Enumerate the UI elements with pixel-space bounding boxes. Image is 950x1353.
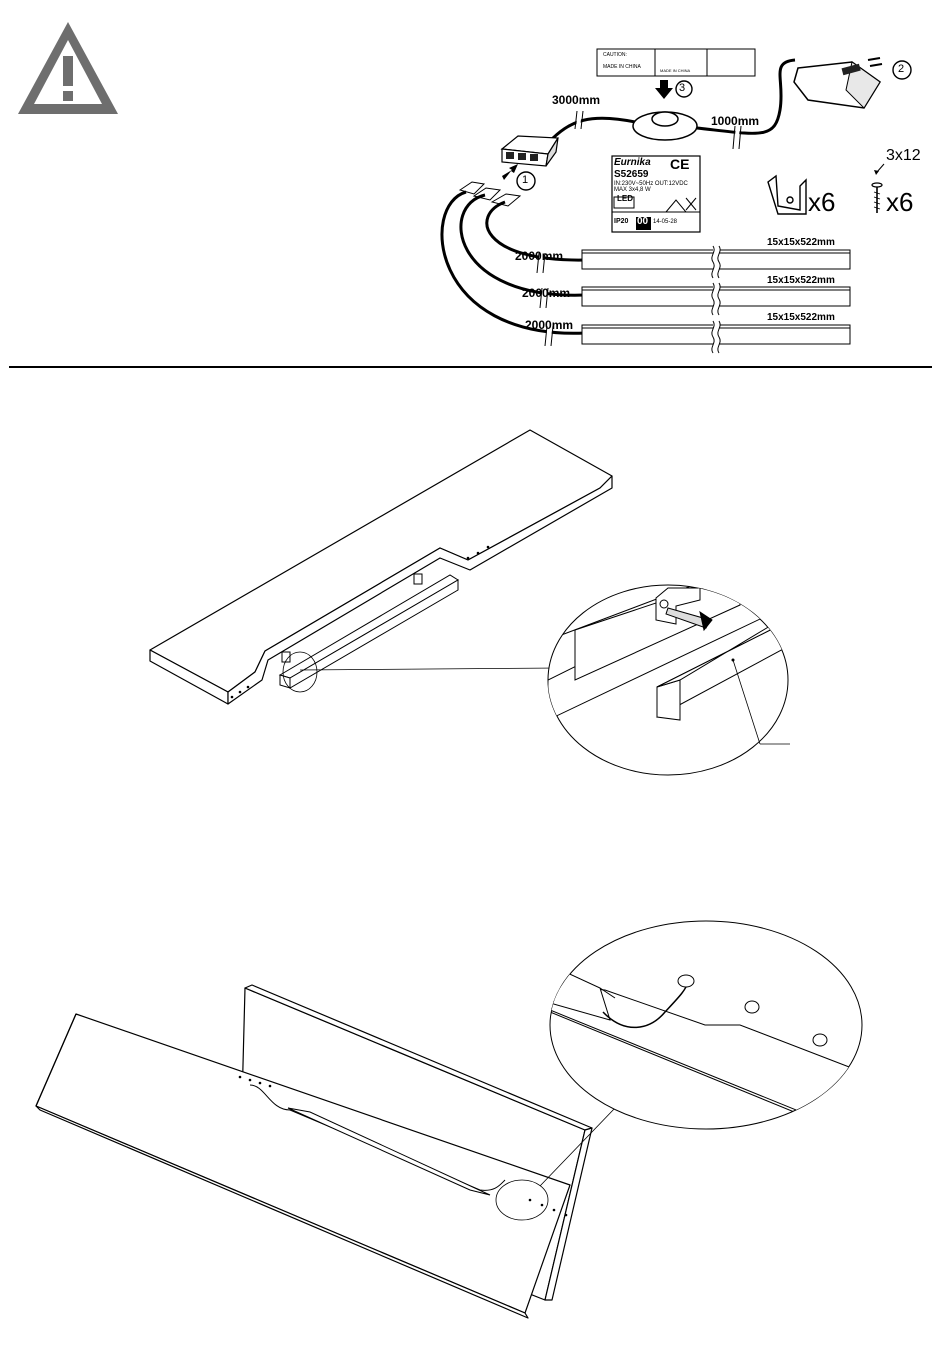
label-date: 14-05-28	[653, 219, 678, 225]
strip-cable-3-length: 2000mm	[525, 318, 574, 332]
label-code: 00	[637, 216, 649, 227]
main-cable-length: 3000mm	[552, 93, 601, 107]
label-io: IN:230V~50Hz OUT:12VDC	[614, 181, 688, 187]
clip-quantity: x6	[808, 187, 836, 217]
label-brand: Eurnika	[614, 157, 651, 168]
label-led: LED	[617, 194, 633, 203]
step-3-number: 3	[679, 82, 686, 94]
step-2-number: 2	[898, 63, 905, 75]
step-1-number: 1	[522, 174, 529, 186]
label-ce: CE	[670, 156, 690, 172]
label-max: MAX 3x4,8 W	[614, 187, 651, 193]
profile-1-size: 15x15x522mm	[767, 237, 835, 248]
strip-cable-1-length: 2000mm	[515, 249, 564, 263]
caution-text: CAUTION: MADE IN CHINA	[603, 52, 641, 70]
screw-quantity: x6	[886, 187, 914, 217]
label-model: S52659	[614, 169, 649, 180]
profile-3-size: 15x15x522mm	[767, 312, 835, 323]
made-in-text: MADE IN CHINA	[660, 68, 691, 73]
screw-size: 3x12	[886, 147, 921, 164]
profile-2-size: 15x15x522mm	[767, 275, 835, 286]
label-ip: IP20	[614, 218, 629, 225]
strip-cable-2-length: 2000mm	[522, 286, 571, 300]
adapter-cable-length: 1000mm	[711, 114, 760, 128]
